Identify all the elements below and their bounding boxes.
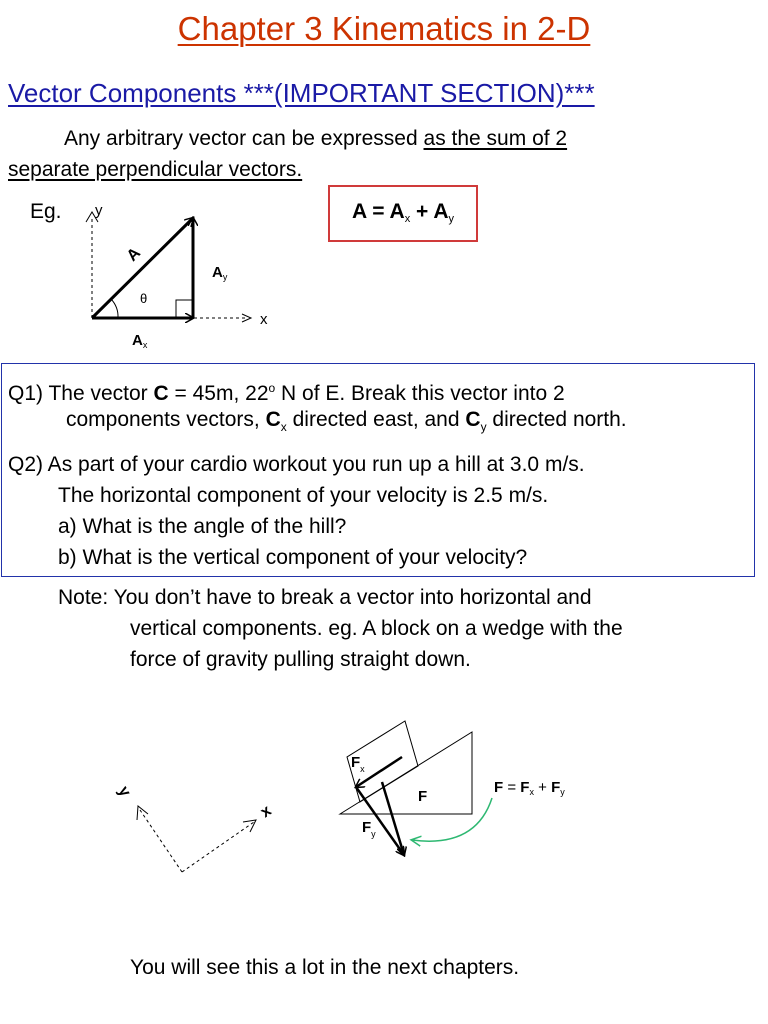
q1-sub-y: y bbox=[480, 420, 487, 435]
q1-prefix: Q1) The vector bbox=[8, 382, 154, 405]
q1-line-2 bbox=[66, 404, 627, 443]
tilted-x-label: x bbox=[257, 802, 275, 822]
force-f-arrow bbox=[382, 782, 404, 855]
intro-line-2: separate perpendicular vectors. bbox=[8, 158, 303, 181]
angle-arc bbox=[111, 299, 118, 318]
eq-plus: + bbox=[410, 200, 434, 223]
q1-line2-a: components vectors, bbox=[66, 408, 266, 431]
fx-sub: x bbox=[360, 764, 365, 774]
eq-lhs: A bbox=[351, 200, 367, 223]
ff-t2: F bbox=[551, 779, 561, 796]
tilted-y-arrow-icon bbox=[137, 806, 148, 820]
q1-bold-cx: C bbox=[265, 408, 281, 431]
f-label: F bbox=[418, 788, 428, 805]
q2-line-2: The horizontal component of your velocity is 2.5 m/s. bbox=[58, 484, 549, 507]
example-label: Eg. bbox=[30, 200, 62, 223]
intro-underlined-1: as the sum of 2 bbox=[423, 127, 568, 150]
tilted-y-label: y bbox=[114, 783, 134, 800]
eq-sign: = bbox=[366, 200, 390, 223]
ff-t1: F bbox=[520, 779, 530, 796]
fy-label bbox=[362, 819, 376, 839]
q1-sub-x: x bbox=[280, 420, 287, 435]
note-line-2: vertical components. eg. A block on a wedge with the bbox=[130, 617, 623, 640]
eq-term-1-sub: x bbox=[404, 213, 411, 225]
ff-eq: = bbox=[503, 779, 521, 796]
ff-plus: + bbox=[533, 779, 552, 796]
triangle-y-label: y bbox=[95, 202, 103, 219]
ff-lhs: F bbox=[494, 779, 504, 796]
q2-line-3: a) What is the angle of the hill? bbox=[58, 515, 347, 538]
right-angle-mark bbox=[176, 300, 193, 318]
q1-degree: o bbox=[268, 381, 276, 395]
tilted-y-axis bbox=[140, 810, 182, 872]
eq-term-1: A bbox=[389, 200, 405, 223]
tilted-x-axis bbox=[182, 822, 254, 872]
q1-text-2: N of E. Break this vector into 2 bbox=[275, 382, 565, 405]
ax-label bbox=[132, 332, 148, 350]
fx-main: F bbox=[351, 754, 361, 771]
fy-main: F bbox=[362, 819, 372, 836]
page-title: Chapter 3 Kinematics in 2-D bbox=[177, 10, 591, 47]
note-line-1: Note: You don’t have to break a vector into horizontal and bbox=[58, 586, 592, 609]
q1-bold-c: C bbox=[153, 382, 169, 405]
ax-sub: x bbox=[142, 340, 148, 350]
triangle-x-label: x bbox=[260, 311, 268, 328]
q2-line-4: b) What is the vertical component of your velocity? bbox=[58, 546, 528, 569]
q2-line-1: Q2) As part of your cardio workout you run up a hill at 3.0 m/s. bbox=[8, 453, 585, 476]
ay-main: A bbox=[212, 264, 223, 281]
tilted-x-arrow-icon bbox=[243, 820, 256, 832]
q1-line2-b: directed east, and bbox=[286, 408, 466, 431]
force-formula bbox=[494, 779, 565, 797]
vector-a-label: A bbox=[123, 244, 145, 265]
fy-sub: y bbox=[371, 829, 376, 839]
ff-t1-sub: x bbox=[529, 787, 534, 797]
ay-sub: y bbox=[222, 272, 228, 282]
note-line-3: force of gravity pulling straight down. bbox=[130, 648, 471, 671]
eq-term-2-sub: y bbox=[448, 213, 455, 225]
theta-label: θ bbox=[140, 291, 148, 306]
intro-text: Any arbitrary vector can be expressed bbox=[64, 127, 424, 150]
eq-term-2: A bbox=[433, 200, 449, 223]
q1-text-1: = 45m, 22 bbox=[168, 382, 269, 405]
fx-label bbox=[351, 754, 365, 774]
q1-line2-c: directed north. bbox=[486, 408, 627, 431]
ax-main: A bbox=[132, 332, 143, 349]
q1-bold-cy: C bbox=[465, 408, 481, 431]
section-heading: Vector Components ***(IMPORTANT SECTION)*** bbox=[8, 78, 595, 108]
ff-t2-sub: y bbox=[560, 787, 565, 797]
ay-label bbox=[212, 264, 228, 282]
closing-text: You will see this a lot in the next chapters. bbox=[130, 956, 520, 979]
